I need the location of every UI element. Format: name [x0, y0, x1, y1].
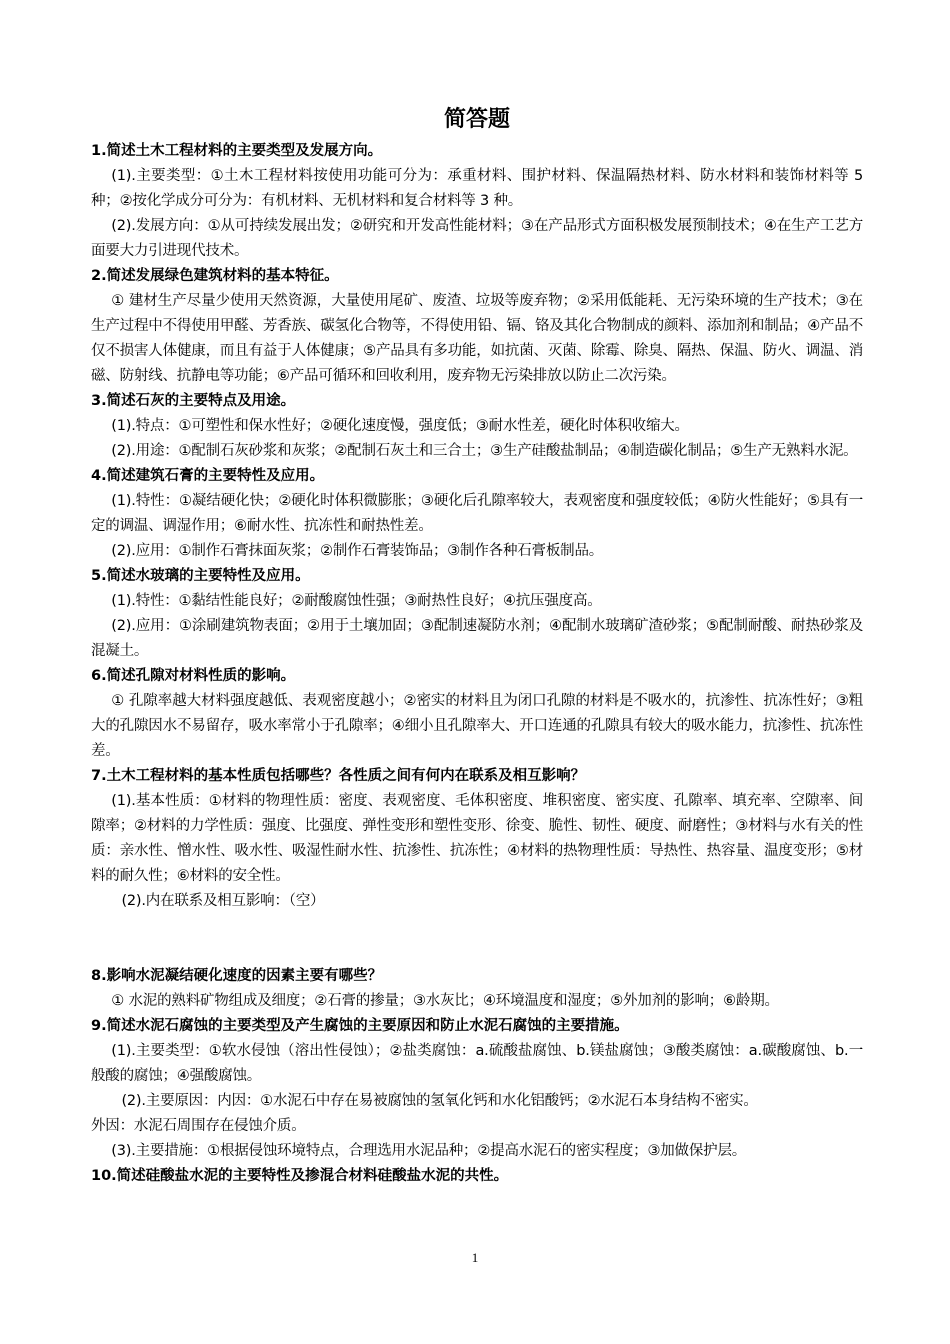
answer-6-effects: ① 孔隙率越大材料强度越低、表观密度越小；②密实的材料且为闭口孔隙的材料是不吸水的，抗渗性、抗冻性好；③粗大的孔隙因水不易留存，吸水率常小于孔隙率；④细小且孔隙率大、开口连通的孔隙具有较大的吸水能力，抗渗性、抗冻性差。 [91, 693, 863, 759]
answer-9-causes: (2).主要原因：内因：①水泥石中存在易被腐蚀的氢氧化钙和水化铝酸钙；②水泥石本身结构不密实。 [121, 1093, 758, 1109]
answer-4-applications: (2).应用：①制作石膏抹面灰浆；②制作石膏装饰品；③制作各种石膏板制品。 [111, 543, 604, 559]
question-7: 7.土木工程材料的基本性质包括哪些？各性质之间有何内在联系及相互影响？ [91, 768, 586, 784]
question-3: 3.简述石灰的主要特点及用途。 [91, 393, 296, 409]
question-2: 2.简述发展绿色建筑材料的基本特征。 [91, 268, 339, 284]
answer-5-properties: (1).特性：①黏结性能良好；②耐酸腐蚀性强；③耐热性良好；④抗压强度高。 [111, 593, 602, 609]
answer-9-types: (1).主要类型：①软水侵蚀（溶出性侵蚀）；②盐类腐蚀：a.硫酸盐腐蚀、b.镁盐腐蚀；③酸类腐蚀：a.碳酸腐蚀、b.一般酸的腐蚀；④强酸腐蚀。 [91, 1043, 863, 1084]
answer-7-basic-properties: (1).基本性质：①材料的物理性质：密度、表观密度、毛体积密度、堆积密度、密实度、孔隙率、填充率、空隙率、间隙率；②材料的力学性质：强度、比强度、弹性变形和塑性变形、徐变、脆性、韧性、硬度、耐磨性；③材料与水有关的性质：亲水性、憎水性、吸水性、吸湿性耐水性、抗渗性、抗冻性；④材料的热物理性质：导热性、热容量、温度变形；⑤材料的耐久性；⑥材料的安全性。 [91, 793, 863, 884]
question-6: 6.简述孔隙对材料性质的影响。 [91, 668, 296, 684]
page-title: 简答题 [443, 107, 510, 132]
question-9: 9.简述水泥石腐蚀的主要类型及产生腐蚀的主要原因和防止水泥石腐蚀的主要措施。 [91, 1018, 629, 1034]
answer-9-external-cause: 外因：水泥石周围存在侵蚀介质。 [91, 1118, 306, 1134]
question-8: 8.影响水泥凝结硬化速度的因素主要有哪些？ [91, 968, 383, 984]
answer-8-factors: ① 水泥的熟料矿物组成及细度；②石膏的掺量；③水灰比；④环境温度和湿度；⑤外加剂的影响；⑥龄期。 [111, 993, 779, 1009]
answer-7-relations: (2).内在联系及相互影响：（空） [121, 893, 325, 909]
spacer [91, 914, 863, 964]
answer-5-applications: (2).应用：①涂刷建筑物表面；②用于土壤加固；③配制速凝防水剂；④配制水玻璃矿渣砂浆；⑤配制耐酸、耐热砂浆及混凝土。 [91, 618, 863, 659]
page-number: 1 [471, 1250, 479, 1265]
answer-9-measures: (3).主要措施：①根据侵蚀环境特点，合理选用水泥品种；②提高水泥石的密实程度；③加做保护层。 [111, 1143, 747, 1159]
answer-3-uses: (2).用途：①配制石灰砂浆和灰浆；②配制石灰土和三合土；③生产硅酸盐制品；④制造碳化制品；⑤生产无熟料水泥。 [111, 443, 858, 459]
question-10: 10.简述硅酸盐水泥的主要特性及掺混合材料硅酸盐水泥的共性。 [91, 1168, 509, 1184]
answer-1-types: (1).主要类型：①土木工程材料按使用功能可分为：承重材料、围护材料、保温隔热材料、防水材料和装饰材料等 5 种；②按化学成分可分为：有机材料、无机材料和复合材料等 3 种。 [91, 168, 863, 209]
question-5: 5.简述水玻璃的主要特性及应用。 [91, 568, 310, 584]
answer-3-features: (1).特点：①可塑性和保水性好；②硬化速度慢，强度低；③耐水性差，硬化时体积收缩大。 [111, 418, 689, 434]
question-1: 1.简述土木工程材料的主要类型及发展方向。 [91, 143, 383, 159]
answer-2-features: ① 建材生产尽量少使用天然资源，大量使用尾矿、废渣、垃圾等废弃物；②采用低能耗、无污染环境的生产技术；③在生产过程中不得使用甲醛、芳香族、碳氢化合物等，不得使用铅、镉、铬及其化合物制成的颜料、添加剂和制品；④产品不仅不损害人体健康，而且有益于人体健康；⑤产品具有多功能，如抗菌、灭菌、除霉、除臭、隔热、保温、防火、调温、消磁、防射线、抗静电等功能；⑥产品可循环和回收利用，废弃物无污染排放以防止二次污染。 [91, 293, 863, 384]
answer-4-properties: (1).特性：①凝结硬化快；②硬化时体积微膨胀；③硬化后孔隙率较大，表观密度和强度较低；④防火性能好；⑤具有一定的调温、调湿作用；⑥耐水性、抗冻性和耐热性差。 [91, 493, 863, 534]
question-4: 4.简述建筑石膏的主要特性及应用。 [91, 468, 325, 484]
answer-1-directions: (2).发展方向：①从可持续发展出发；②研究和开发高性能材料；③在产品形式方面积极发展预制技术；④在生产工艺方面要大力引进现代技术。 [91, 218, 863, 259]
document-body [91, 104, 863, 1189]
